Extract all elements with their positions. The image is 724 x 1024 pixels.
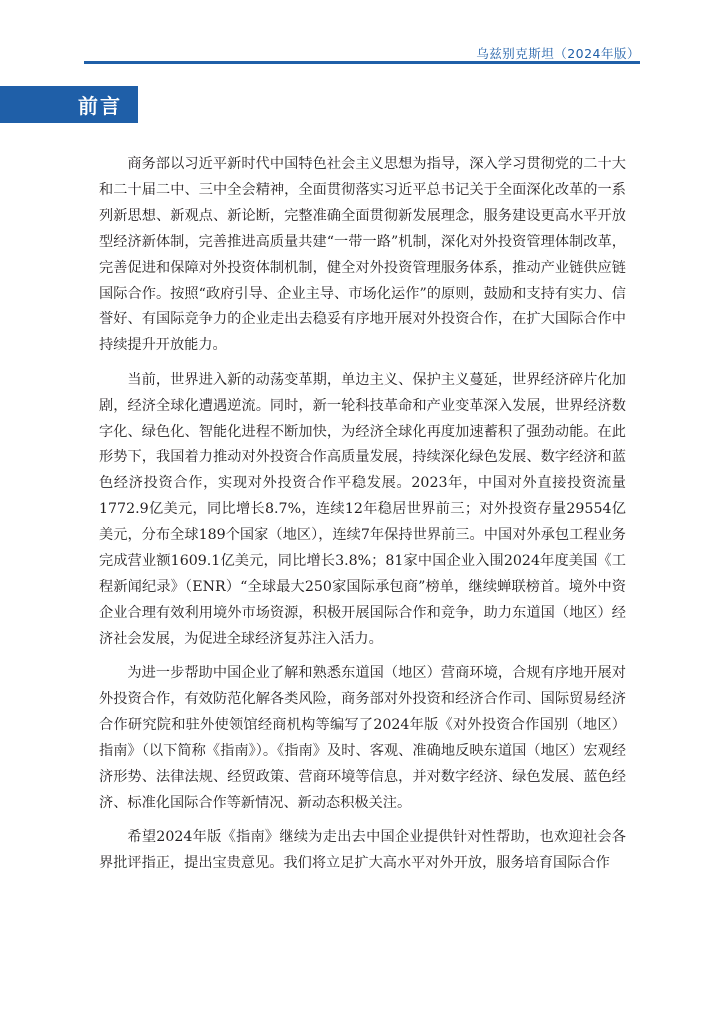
paragraph-3: 为进一步帮助中国企业了解和熟悉东道国（地区）营商环境，合规有序地开展对外投资合作，有效防范化解各类风险，商务部对外投资和经济合作司、国际贸易经济合作研究院和驻外使领馆经商机构等编写了2024年版《对外投资合作国别（地区）指南》（以下简称《指南》）。《指南》及时、客观、准确地反映东道国（地区）宏观经济形势、法律法规、经贸政策、营商环境等信息，并对数字经济、绿色发展、蓝色经济、标准化国际合作等新情况、新动态积极关注。 bbox=[99, 665, 626, 811]
running-header-title: 乌兹别克斯坦（2024年版） bbox=[476, 46, 640, 61]
section-heading-tab bbox=[0, 86, 138, 123]
header-rule bbox=[84, 61, 640, 64]
paragraph-2: 当前，世界进入新的动荡变革期，单边主义、保护主义蔓延，世界经济碎片化加剧，经济全球化遭遇逆流。同时，新一轮科技革命和产业变革深入发展，世界经济数字化、绿色化、智能化进程不断加快，为经济全球化再度加速蓄积了强劲动能。在此形势下，我国着力推动对外投资合作高质量发展，持续深化绿色发展、数字经济和蓝色经济投资合作，实现对外投资合作平稳发展。2023年，中国对外直接投资流量1772.9亿美元，同比增长8.7%，连续12年稳居世界前三；对外投资存量29554亿美元，分布全球189个国家（地区），连续7年保持世界前三。中国对外承包工程业务完成营业额1609.1亿美元，同比增长3.8%；81家中国企业入围2024年度美国《工程新闻纪录》（ENR）“全球最大250家国际承包商”榜单，继续蝉联榜首。境外中资企业合理有效利用境外市场资源，积极开展国际合作和竞争，助力东道国（地区）经济社会发展，为促进全球经济复苏注入活力。 bbox=[99, 371, 626, 647]
paragraph-1: 商务部以习近平新时代中国特色社会主义思想为指导，深入学习贯彻党的二十大和二十届二中、三中全会精神，全面贯彻落实习近平总书记关于全面深化改革的一系列新思想、新观点、新论断，完整准确全面贯彻新发展理念，服务建设更高水平开放型经济新体制，完善推进高质量共建“一带一路”机制，深化对外投资管理体制改革，完善促进和保障对外投资体制机制，健全对外投资管理服务体系，推动产业链供应链国际合作。按照“政府引导、企业主导、市场化运作”的原则，鼓励和支持有实力、信誉好、有国际竞争力的企业走出去稳妥有序地开展对外投资合作，在扩大国际合作中持续提升开放能力。 bbox=[99, 156, 626, 354]
section-title: 前言 bbox=[78, 94, 122, 118]
paragraph-4: 希望2024年版《指南》继续为走出去中国企业提供针对性帮助，也欢迎社会各界批评指正，提出宝贵意见。我们将立足扩大高水平对外开放，服务培育国际合作 bbox=[99, 829, 626, 872]
preface-body bbox=[99, 152, 626, 885]
